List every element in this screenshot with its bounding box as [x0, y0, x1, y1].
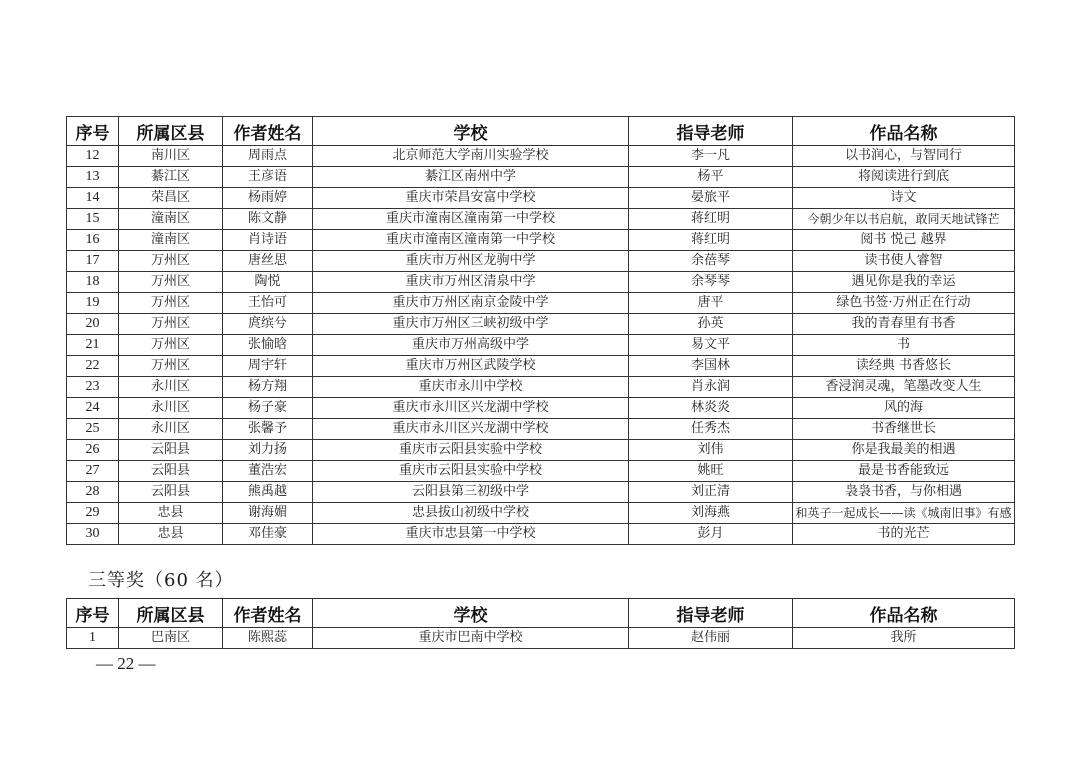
- cell-teacher: 刘正清: [629, 482, 793, 503]
- cell-author: 陈熙蕊: [223, 628, 313, 649]
- cell-district: 万州区: [119, 251, 223, 272]
- third-prize-heading: 三等奖（60 名）: [88, 570, 234, 591]
- cell-school: 云阳县第三初级中学: [313, 482, 629, 503]
- cell-index: 22: [67, 356, 119, 377]
- cell-index: 20: [67, 314, 119, 335]
- cell-district: 云阳县: [119, 482, 223, 503]
- cell-work: 读书使人睿智: [793, 251, 1015, 272]
- cell-work: 你是我最美的相遇: [793, 440, 1015, 461]
- cell-school: 重庆市永川区兴龙湖中学校: [313, 398, 629, 419]
- cell-district: 巴南区: [119, 628, 223, 649]
- cell-school: 重庆市云阳县实验中学校: [313, 461, 629, 482]
- cell-district: 万州区: [119, 356, 223, 377]
- cell-index: 25: [67, 419, 119, 440]
- table-row: [67, 524, 1015, 545]
- cell-author: 王怡可: [223, 293, 313, 314]
- cell-work: 我所: [793, 628, 1015, 649]
- table-row: [67, 419, 1015, 440]
- cell-author: 张愉晗: [223, 335, 313, 356]
- page-number: — 22 —: [96, 654, 156, 673]
- cell-work: 风的海: [793, 398, 1015, 419]
- cell-index: 19: [67, 293, 119, 314]
- cell-index: 28: [67, 482, 119, 503]
- cell-author: 陶悦: [223, 272, 313, 293]
- table-row: [67, 461, 1015, 482]
- cell-index: 21: [67, 335, 119, 356]
- table-row: [67, 398, 1015, 419]
- cell-author: 周宇轩: [223, 356, 313, 377]
- cell-school: 重庆市云阳县实验中学校: [313, 440, 629, 461]
- cell-district: 潼南区: [119, 230, 223, 251]
- cell-work: 读经典 书香悠长: [793, 356, 1015, 377]
- header-school: 学校: [313, 599, 629, 628]
- cell-index: 12: [67, 146, 119, 167]
- cell-work: 我的青春里有书香: [793, 314, 1015, 335]
- cell-author: 肖诗语: [223, 230, 313, 251]
- cell-school: 重庆市潼南区潼南第一中学校: [313, 230, 629, 251]
- cell-district: 永川区: [119, 377, 223, 398]
- cell-teacher: 李国林: [629, 356, 793, 377]
- table-row: [67, 188, 1015, 209]
- cell-school: 重庆市万州区武陵学校: [313, 356, 629, 377]
- cell-school: 重庆市荣昌安富中学校: [313, 188, 629, 209]
- table-row: [67, 628, 1015, 649]
- cell-teacher: 彭月: [629, 524, 793, 545]
- header-district: 所属区县: [119, 117, 223, 146]
- award-table-third-prize: [66, 598, 1015, 649]
- cell-work: 绿色书签·万州正在行动: [793, 293, 1015, 314]
- cell-teacher: 李一凡: [629, 146, 793, 167]
- cell-district: 云阳县: [119, 461, 223, 482]
- cell-author: 董浩宏: [223, 461, 313, 482]
- cell-author: 邓佳豪: [223, 524, 313, 545]
- cell-index: 26: [67, 440, 119, 461]
- cell-district: 万州区: [119, 272, 223, 293]
- cell-teacher: 易文平: [629, 335, 793, 356]
- cell-district: 潼南区: [119, 209, 223, 230]
- cell-index: 18: [67, 272, 119, 293]
- header-district: 所属区县: [119, 599, 223, 628]
- cell-teacher: 晏旅平: [629, 188, 793, 209]
- cell-district: 云阳县: [119, 440, 223, 461]
- table-row: [67, 230, 1015, 251]
- cell-teacher: 蒋红明: [629, 209, 793, 230]
- cell-work: 最是书香能致远: [793, 461, 1015, 482]
- cell-author: 熊禹越: [223, 482, 313, 503]
- cell-school: 重庆市万州区龙驹中学: [313, 251, 629, 272]
- cell-author: 王彦语: [223, 167, 313, 188]
- cell-teacher: 杨平: [629, 167, 793, 188]
- cell-school: 重庆市永川中学校: [313, 377, 629, 398]
- cell-index: 15: [67, 209, 119, 230]
- table-row: [67, 377, 1015, 398]
- cell-index: 17: [67, 251, 119, 272]
- cell-author: 张馨予: [223, 419, 313, 440]
- cell-school: 重庆市万州区三峡初级中学: [313, 314, 629, 335]
- cell-school: 北京师范大学南川实验学校: [313, 146, 629, 167]
- table-row: [67, 503, 1015, 524]
- header-author: 作者姓名: [223, 117, 313, 146]
- cell-teacher: 姚旺: [629, 461, 793, 482]
- cell-teacher: 任秀杰: [629, 419, 793, 440]
- header-work: 作品名称: [793, 599, 1015, 628]
- cell-index: 30: [67, 524, 119, 545]
- cell-index: 29: [67, 503, 119, 524]
- cell-teacher: 肖永润: [629, 377, 793, 398]
- header-school: 学校: [313, 117, 629, 146]
- table-row: [67, 314, 1015, 335]
- award-table-second-prize: [66, 116, 1015, 545]
- cell-author: 唐丝思: [223, 251, 313, 272]
- table-row: [67, 335, 1015, 356]
- cell-school: 重庆市万州区南京金陵中学: [313, 293, 629, 314]
- cell-author: 杨雨婷: [223, 188, 313, 209]
- cell-work: 阅书 悦己 越界: [793, 230, 1015, 251]
- cell-teacher: 唐平: [629, 293, 793, 314]
- table-header-row: [67, 599, 1015, 628]
- cell-district: 万州区: [119, 314, 223, 335]
- cell-school: 重庆市巴南中学校: [313, 628, 629, 649]
- cell-work: 书的光芒: [793, 524, 1015, 545]
- cell-work: 书香继世长: [793, 419, 1015, 440]
- table-row: [67, 146, 1015, 167]
- cell-district: 荣昌区: [119, 188, 223, 209]
- cell-district: 万州区: [119, 335, 223, 356]
- cell-work: 遇见你是我的幸运: [793, 272, 1015, 293]
- cell-work: 将阅读进行到底: [793, 167, 1015, 188]
- cell-work: 香浸润灵魂，笔墨改变人生: [793, 377, 1015, 398]
- cell-author: 庹缤兮: [223, 314, 313, 335]
- cell-author: 周雨点: [223, 146, 313, 167]
- header-author: 作者姓名: [223, 599, 313, 628]
- header-teacher: 指导老师: [629, 117, 793, 146]
- cell-work: 诗文: [793, 188, 1015, 209]
- cell-school: 綦江区南州中学: [313, 167, 629, 188]
- cell-teacher: 蒋红明: [629, 230, 793, 251]
- cell-work: 今朝少年以书启航，敢同天地试锋芒: [793, 209, 1015, 230]
- cell-teacher: 赵伟丽: [629, 628, 793, 649]
- table-row: [67, 272, 1015, 293]
- cell-school: 重庆市万州区清泉中学: [313, 272, 629, 293]
- cell-district: 忠县: [119, 503, 223, 524]
- cell-teacher: 余琴琴: [629, 272, 793, 293]
- table-row: [67, 293, 1015, 314]
- cell-district: 万州区: [119, 293, 223, 314]
- cell-teacher: 孙英: [629, 314, 793, 335]
- cell-index: 13: [67, 167, 119, 188]
- table-row: [67, 251, 1015, 272]
- cell-teacher: 林炎炎: [629, 398, 793, 419]
- cell-school: 重庆市万州高级中学: [313, 335, 629, 356]
- cell-index: 1: [67, 628, 119, 649]
- header-teacher: 指导老师: [629, 599, 793, 628]
- table-row: [67, 440, 1015, 461]
- table-row: [67, 482, 1015, 503]
- cell-teacher: 刘伟: [629, 440, 793, 461]
- header-index: 序号: [67, 599, 119, 628]
- cell-work: 书: [793, 335, 1015, 356]
- cell-index: 23: [67, 377, 119, 398]
- cell-index: 24: [67, 398, 119, 419]
- cell-author: 谢海媚: [223, 503, 313, 524]
- cell-author: 陈文静: [223, 209, 313, 230]
- cell-author: 杨方翔: [223, 377, 313, 398]
- cell-district: 永川区: [119, 398, 223, 419]
- cell-district: 忠县: [119, 524, 223, 545]
- cell-district: 永川区: [119, 419, 223, 440]
- cell-school: 忠县拔山初级中学校: [313, 503, 629, 524]
- cell-work: 以书润心，与智同行: [793, 146, 1015, 167]
- header-work: 作品名称: [793, 117, 1015, 146]
- cell-school: 重庆市永川区兴龙湖中学校: [313, 419, 629, 440]
- header-index: 序号: [67, 117, 119, 146]
- cell-district: 南川区: [119, 146, 223, 167]
- cell-index: 16: [67, 230, 119, 251]
- cell-author: 杨子豪: [223, 398, 313, 419]
- cell-author: 刘力扬: [223, 440, 313, 461]
- cell-work: 袅袅书香，与你相遇: [793, 482, 1015, 503]
- cell-district: 綦江区: [119, 167, 223, 188]
- cell-school: 重庆市潼南区潼南第一中学校: [313, 209, 629, 230]
- cell-work: 和英子一起成长——读《城南旧事》有感: [793, 503, 1015, 524]
- cell-school: 重庆市忠县第一中学校: [313, 524, 629, 545]
- table-header-row: [67, 117, 1015, 146]
- cell-teacher: 余蓓琴: [629, 251, 793, 272]
- cell-teacher: 刘海燕: [629, 503, 793, 524]
- table-row: [67, 167, 1015, 188]
- table-row: [67, 356, 1015, 377]
- cell-index: 14: [67, 188, 119, 209]
- table-row: [67, 209, 1015, 230]
- cell-index: 27: [67, 461, 119, 482]
